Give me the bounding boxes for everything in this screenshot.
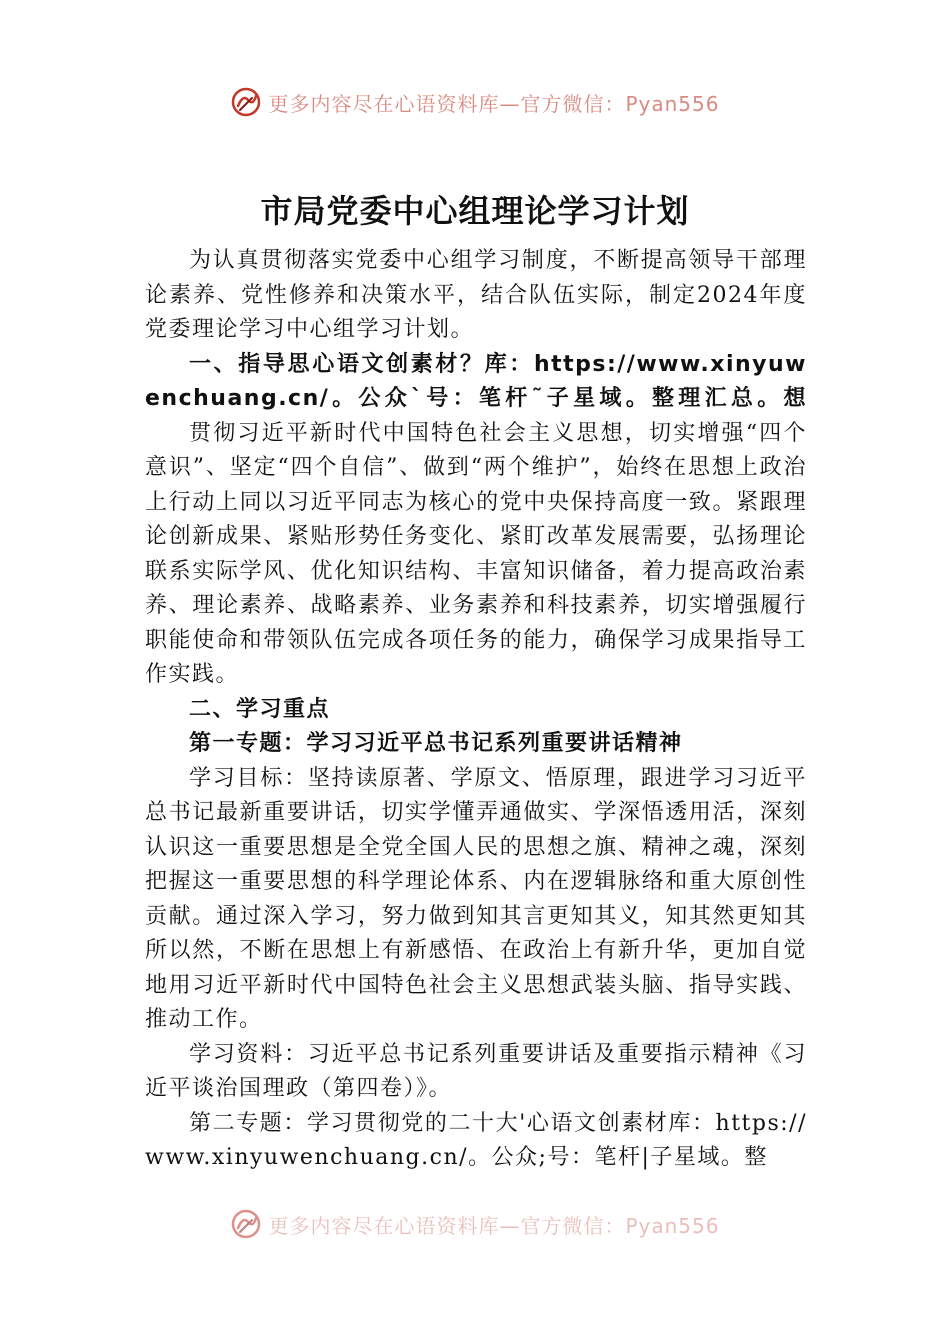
guiding-thought-paragraph: 贯彻习近平新时代中国特色社会主义思想，切实增强“四个意识”、坚定“四个自信”、做到“两个维护”，始终在思想上政治上行动上同以习近平同志为核心的党中央保持高度一致。紧跟理论创新成果、紧贴形势任务变化、紧盯改革发展需要，弘扬理论联系实际学风、优化知识结构、丰富知识储备，着力提高政治素养、理论素养、战略素养、业务素养和科技素养，切实增强履行职能使命和带领队伍完成各项任务的能力，确保学习成果指导工作实践。: [145, 420, 807, 687]
study-goal-paragraph: 学习目标：坚持读原著、学原文、悟原理，跟进学习习近平总书记最新重要讲话，切实学懂弄通做实、学深悟透用活，深刻认识这一重要思想是全党全国人民的思想之旗、精神之魂，深刻把握这一重要思想的科学理论体系、内在逻辑脉络和重大原创性贡献。通过深入学习，努力做到知其言更知其义，知其然更知其所以然，不断在思想上有新感悟、在政治上有新升华，更加自觉地用习近平新时代中国特色社会主义思想武装头脑、指导实践、推动工作。: [145, 765, 807, 1032]
topic-one-heading: 第一专题：学习习近平总书记系列重要讲话精神: [189, 731, 683, 756]
watermark-text: 更多内容尽在心语资料库—官方微信：Pyan556: [268, 91, 720, 116]
study-material-paragraph: 学习资料：习近平总书记系列重要讲话及重要指示精神《习近平谈治国理政（第四卷）》。: [145, 1041, 807, 1101]
signature-logo-icon: [230, 86, 262, 118]
section-heading-study-focus: 二、学习重点: [189, 696, 331, 722]
section-heading-guiding-thought: 一、指导思心语文创素材？库：https://www.xinyuwenchuang.cn/。公众`号：笔杆˜子星域。整理汇总。想: [145, 351, 807, 411]
document-body: [145, 244, 807, 1176]
watermark-footer: [0, 1206, 950, 1242]
intro-paragraph: 为认真贯彻落实党委中心组学习制度，不断提高领导干部理论素养、党性修养和决策水平，结合队伍实际，制定2024年度党委理论学习中心组学习计划。: [145, 248, 807, 342]
signature-logo-icon: [230, 1208, 262, 1240]
document-title: 市局党委中心组理论学习计划: [260, 192, 690, 230]
watermark-text: 更多内容尽在心语资料库—官方微信：Pyan556: [268, 1213, 720, 1238]
topic-two-paragraph: 第二专题：学习贯彻党的二十大'心语文创素材库：https://www.xinyuwenchuang.cn/。公众;号：笔杆|子星域。整: [145, 1110, 807, 1170]
watermark-header: [0, 84, 950, 120]
